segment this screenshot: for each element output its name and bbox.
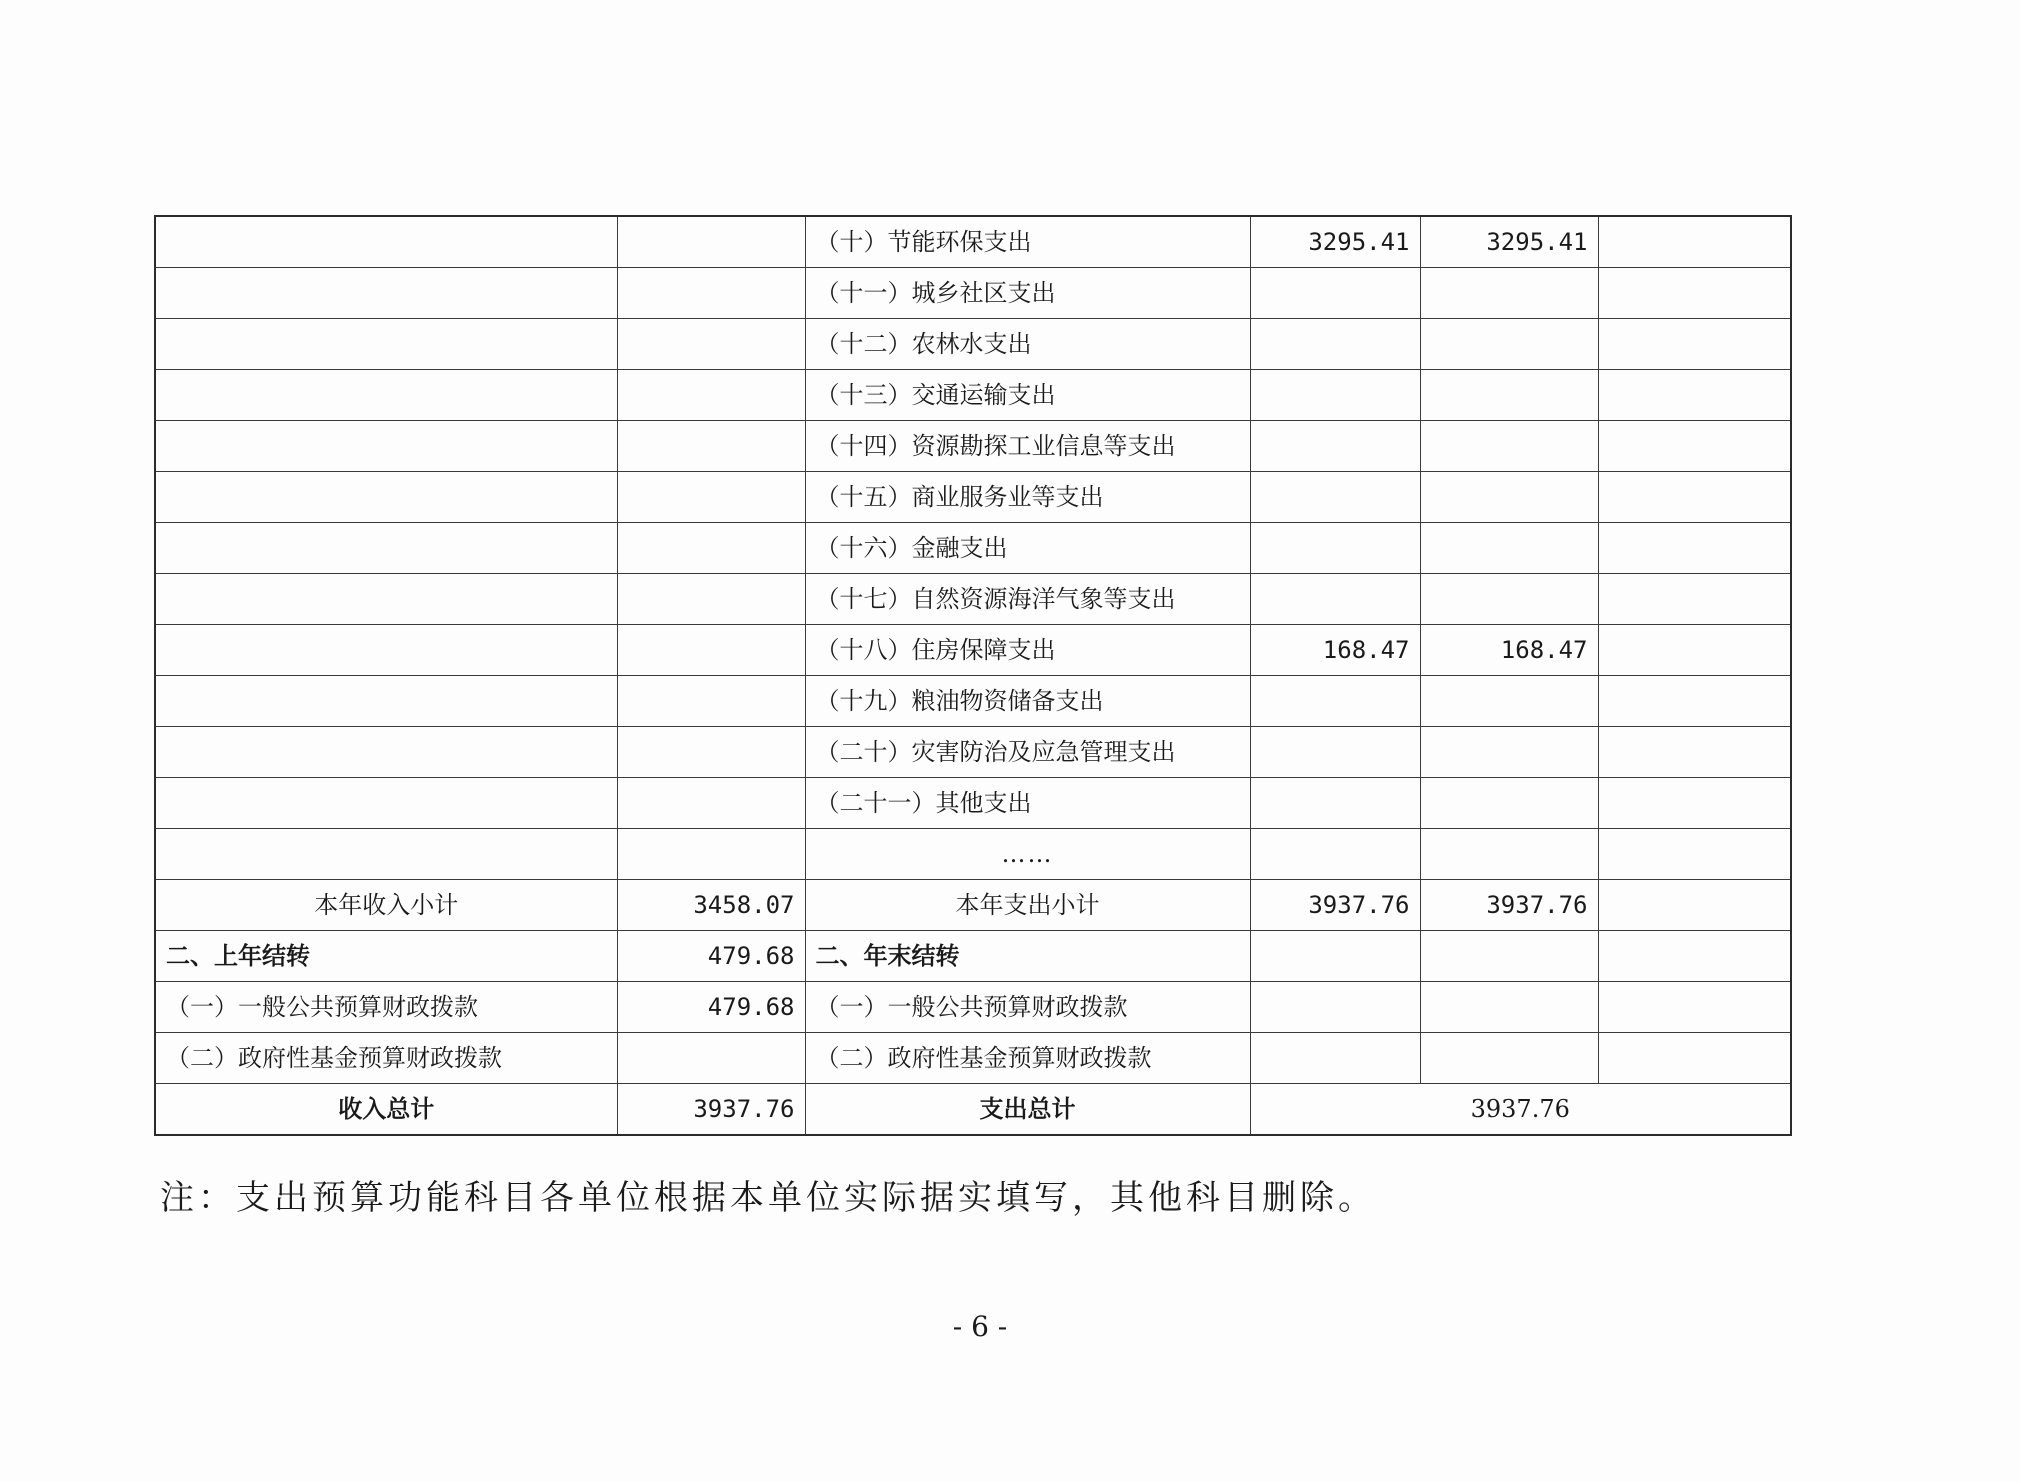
expense-item-row [155,421,1791,472]
income-value-empty [617,472,805,523]
expense-item-row [155,778,1791,829]
expense-item-value-c [1598,370,1791,421]
budget-table [154,215,1792,1136]
expense-item-value-a [1250,778,1420,829]
expense-item-row [155,523,1791,574]
summary-rows [155,880,1791,1136]
income-value-empty [617,216,805,268]
expense-item-value-a [1250,268,1420,319]
income-item-empty [155,216,617,268]
expense-item-label: （十八）住房保障支出 [805,625,1250,676]
expense-item-value-c [1598,216,1791,268]
expense-item-value-b [1420,829,1598,880]
expense-total-value: 3937.76 [1250,1084,1791,1136]
income-item-empty [155,676,617,727]
expense-item-value-c [1598,268,1791,319]
empty-cell [1598,880,1791,931]
income-value-empty [617,319,805,370]
empty-cell [1598,982,1791,1033]
income-item-empty [155,625,617,676]
income-item-empty [155,268,617,319]
empty-cell [1420,931,1598,982]
income-value-empty [617,574,805,625]
expense-item-value-b: 168.47 [1420,625,1598,676]
expense-item-value-c [1598,727,1791,778]
expense-item-row [155,268,1791,319]
expense-subtotal-value-a: 3937.76 [1250,880,1420,931]
page-number: - 6 - [952,1310,1008,1343]
empty-cell [1598,1033,1791,1084]
expense-item-value-a [1250,829,1420,880]
income-item-empty [155,421,617,472]
income-general-budget-label: （一）一般公共预算财政拨款 [155,982,617,1033]
footnote: 注：支出预算功能科目各单位根据本单位实际据实填写，其他科目删除。 [160,1178,1376,1218]
empty-cell [1420,1033,1598,1084]
general-budget-row [155,982,1791,1033]
expense-item-value-a [1250,319,1420,370]
expense-item-value-b [1420,472,1598,523]
income-item-empty [155,574,617,625]
expense-item-value-a [1250,421,1420,472]
expense-item-value-c [1598,778,1791,829]
expense-item-label: （十）节能环保支出 [805,216,1250,268]
income-value-empty [617,778,805,829]
fund-budget-row [155,1033,1791,1084]
expense-item-row [155,574,1791,625]
expense-item-value-c [1598,625,1791,676]
expense-subtotal-label: 本年支出小计 [805,880,1250,931]
expense-item-label: （十九）粮油物资储备支出 [805,676,1250,727]
expense-item-value-c [1598,574,1791,625]
income-item-empty [155,727,617,778]
income-value-empty [617,625,805,676]
empty-cell [1250,931,1420,982]
expense-item-value-b [1420,523,1598,574]
income-fund-budget-value [617,1033,805,1084]
income-subtotal-value: 3458.07 [617,880,805,931]
expense-item-value-b [1420,778,1598,829]
income-subtotal-label: 本年收入小计 [155,880,617,931]
expense-item-value-c [1598,829,1791,880]
prior-year-carryover-label: 二、上年结转 [155,931,617,982]
expense-subtotal-value-b: 3937.76 [1420,880,1598,931]
expense-item-label: （十一）城乡社区支出 [805,268,1250,319]
income-total-label: 收入总计 [155,1084,617,1136]
income-item-empty [155,472,617,523]
expense-item-value-a: 168.47 [1250,625,1420,676]
expense-rows [155,216,1791,880]
expense-total-label: 支出总计 [805,1084,1250,1136]
expense-fund-budget-label: （二）政府性基金预算财政拨款 [805,1033,1250,1084]
expense-item-value-a [1250,727,1420,778]
income-fund-budget-label: （二）政府性基金预算财政拨款 [155,1033,617,1084]
prior-year-carryover-value: 479.68 [617,931,805,982]
expense-item-label: （十三）交通运输支出 [805,370,1250,421]
expense-item-row [155,370,1791,421]
expense-item-value-a [1250,472,1420,523]
expense-item-value-b [1420,727,1598,778]
expense-item-row [155,216,1791,268]
income-item-empty [155,370,617,421]
expense-item-value-a [1250,370,1420,421]
income-item-empty [155,778,617,829]
expense-item-value-a [1250,574,1420,625]
expense-item-value-b [1420,370,1598,421]
expense-item-value-a [1250,676,1420,727]
year-end-carryover-label: 二、年末结转 [805,931,1250,982]
empty-cell [1250,982,1420,1033]
expense-item-value-a [1250,523,1420,574]
subtotal-row [155,880,1791,931]
expense-item-label: （十七）自然资源海洋气象等支出 [805,574,1250,625]
expense-item-value-b [1420,574,1598,625]
expense-item-row [155,472,1791,523]
expense-item-row [155,319,1791,370]
income-value-empty [617,370,805,421]
empty-cell [1420,982,1598,1033]
expense-item-value-b [1420,319,1598,370]
expense-item-value-b [1420,421,1598,472]
expense-item-label: （二十一）其他支出 [805,778,1250,829]
empty-cell [1598,931,1791,982]
carryover-row [155,931,1791,982]
income-value-empty [617,676,805,727]
expense-item-value-b [1420,676,1598,727]
expense-item-label: （十五）商业服务业等支出 [805,472,1250,523]
income-item-empty [155,319,617,370]
income-total-value: 3937.76 [617,1084,805,1136]
expense-item-value-c [1598,319,1791,370]
income-general-budget-value: 479.68 [617,982,805,1033]
expense-item-row [155,829,1791,880]
expense-item-label: …… [805,829,1250,880]
expense-item-label: （十二）农林水支出 [805,319,1250,370]
expense-item-value-c [1598,523,1791,574]
empty-cell [1250,1033,1420,1084]
expense-item-value-c [1598,472,1791,523]
expense-item-row [155,676,1791,727]
expense-item-value-b [1420,268,1598,319]
income-value-empty [617,727,805,778]
expense-item-value-c [1598,421,1791,472]
expense-item-row [155,625,1791,676]
income-item-empty [155,829,617,880]
expense-item-value-c [1598,676,1791,727]
income-value-empty [617,523,805,574]
expense-item-value-b: 3295.41 [1420,216,1598,268]
expense-item-value-a: 3295.41 [1250,216,1420,268]
expense-item-label: （二十）灾害防治及应急管理支出 [805,727,1250,778]
expense-item-label: （十四）资源勘探工业信息等支出 [805,421,1250,472]
expense-general-budget-label: （一）一般公共预算财政拨款 [805,982,1250,1033]
income-value-empty [617,829,805,880]
income-value-empty [617,421,805,472]
total-row [155,1084,1791,1136]
income-item-empty [155,523,617,574]
income-value-empty [617,268,805,319]
expense-item-label: （十六）金融支出 [805,523,1250,574]
expense-item-row [155,727,1791,778]
